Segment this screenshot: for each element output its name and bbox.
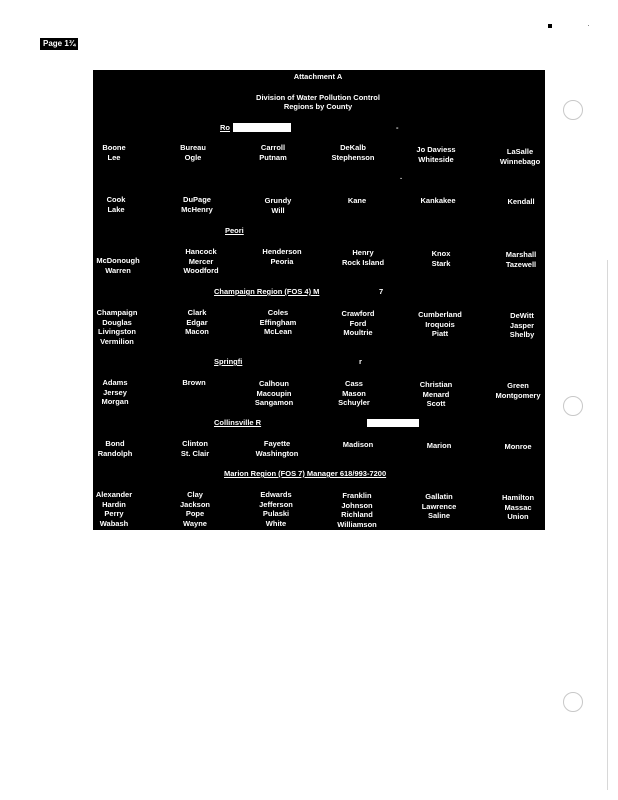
county-cell: Edwards Jefferson Pulaski White bbox=[259, 490, 293, 528]
region-heading: Peori bbox=[225, 226, 244, 235]
county-cell: Cumberland Iroquois Piatt bbox=[418, 310, 462, 338]
county-cell: Champaign Douglas Livingston Vermilion bbox=[96, 308, 138, 346]
county-cell: Alexander Hardin Perry Wabash bbox=[95, 490, 133, 528]
county-cell: Marshall Tazewell bbox=[505, 250, 537, 269]
county-cell: Christian Menard Scott bbox=[419, 380, 453, 408]
county-cell: DeWitt Jasper Shelby bbox=[509, 311, 535, 339]
county-cell: Cass Mason Schuyler bbox=[338, 379, 370, 407]
county-cell: Boone Lee bbox=[102, 143, 126, 162]
county-cell: Gallatin Lawrence Saline bbox=[421, 492, 457, 520]
county-cell: Kendall bbox=[507, 197, 535, 206]
scan-mark bbox=[548, 24, 552, 28]
county-cell: Coles Effingham McLean bbox=[259, 308, 297, 336]
county-cell: Grundy Will bbox=[264, 196, 292, 215]
region-heading-suffix: 7 bbox=[379, 287, 384, 296]
county-cell: Bond Randolph bbox=[97, 439, 133, 458]
county-cell: Crawford Ford Moultrie bbox=[341, 309, 375, 337]
county-cell: Carroll Putnam bbox=[259, 143, 287, 162]
county-cell: Kane bbox=[347, 196, 367, 205]
region-heading: Springfi bbox=[214, 357, 243, 366]
county-cell: Franklin Johnson Richland Williamson bbox=[337, 491, 377, 529]
county-cell: DeKalb Stephenson bbox=[331, 143, 375, 162]
attachment-title: Attachment A bbox=[293, 72, 343, 81]
county-cell: Brown bbox=[182, 378, 206, 387]
county-cell: Jo Daviess Whiteside bbox=[416, 145, 456, 164]
county-cell: Fayette Washington bbox=[255, 439, 299, 458]
county-cell: Hancock Mercer Woodford bbox=[183, 247, 219, 275]
county-cell: Clay Jackson Pope Wayne bbox=[179, 490, 211, 528]
county-cell: LaSalle Winnebago bbox=[499, 147, 541, 166]
region-heading-suffix: r bbox=[359, 357, 362, 366]
region-heading: Collinsville R bbox=[214, 418, 262, 427]
attachment-sheet bbox=[93, 70, 545, 530]
county-cell: Calhoun Macoupin Sangamon bbox=[254, 379, 294, 407]
county-cell: Bureau Ogle bbox=[180, 143, 206, 162]
region-heading: Ro bbox=[220, 123, 230, 132]
page-edge-line bbox=[607, 260, 608, 790]
county-cell: Knox Stark bbox=[431, 249, 451, 268]
county-cell: Kankakee bbox=[420, 196, 456, 205]
redaction-block bbox=[233, 123, 291, 132]
county-cell: Green Montgomery bbox=[495, 381, 541, 400]
punch-hole-middle bbox=[563, 396, 583, 416]
county-cell: Henderson Peoria bbox=[262, 247, 302, 266]
county-cell: Hamilton Massac Union bbox=[501, 493, 535, 521]
redaction-block bbox=[367, 419, 419, 427]
region-heading-suffix: - bbox=[396, 123, 399, 132]
region-heading: Champaign Region (FOS 4) M bbox=[214, 287, 320, 296]
region-heading-suffix: . bbox=[400, 172, 403, 181]
punch-hole-top bbox=[563, 100, 583, 120]
county-cell: Marion bbox=[426, 441, 452, 450]
division-title: Division of Water Pollution Control bbox=[256, 93, 380, 102]
county-cell: DuPage McHenry bbox=[181, 195, 213, 214]
county-cell: McDonough Warren bbox=[96, 256, 140, 275]
regions-subtitle: Regions by County bbox=[283, 102, 353, 111]
county-cell: Cook Lake bbox=[106, 195, 126, 214]
county-cell: Henry Rock Island bbox=[341, 248, 385, 267]
punch-hole-bottom bbox=[563, 692, 583, 712]
county-cell: Clinton St. Clair bbox=[180, 439, 210, 458]
county-cell: Clark Edgar Macon bbox=[185, 308, 209, 336]
page-number-label: Page 1¾ bbox=[40, 38, 78, 50]
county-cell: Adams Jersey Morgan bbox=[101, 378, 129, 406]
county-cell: Monroe bbox=[504, 442, 532, 451]
region-heading: Marion Region (FOS 7) Manager 618/993-7200 bbox=[224, 469, 387, 478]
county-cell: Madison bbox=[342, 440, 374, 449]
scan-speck bbox=[588, 25, 589, 26]
